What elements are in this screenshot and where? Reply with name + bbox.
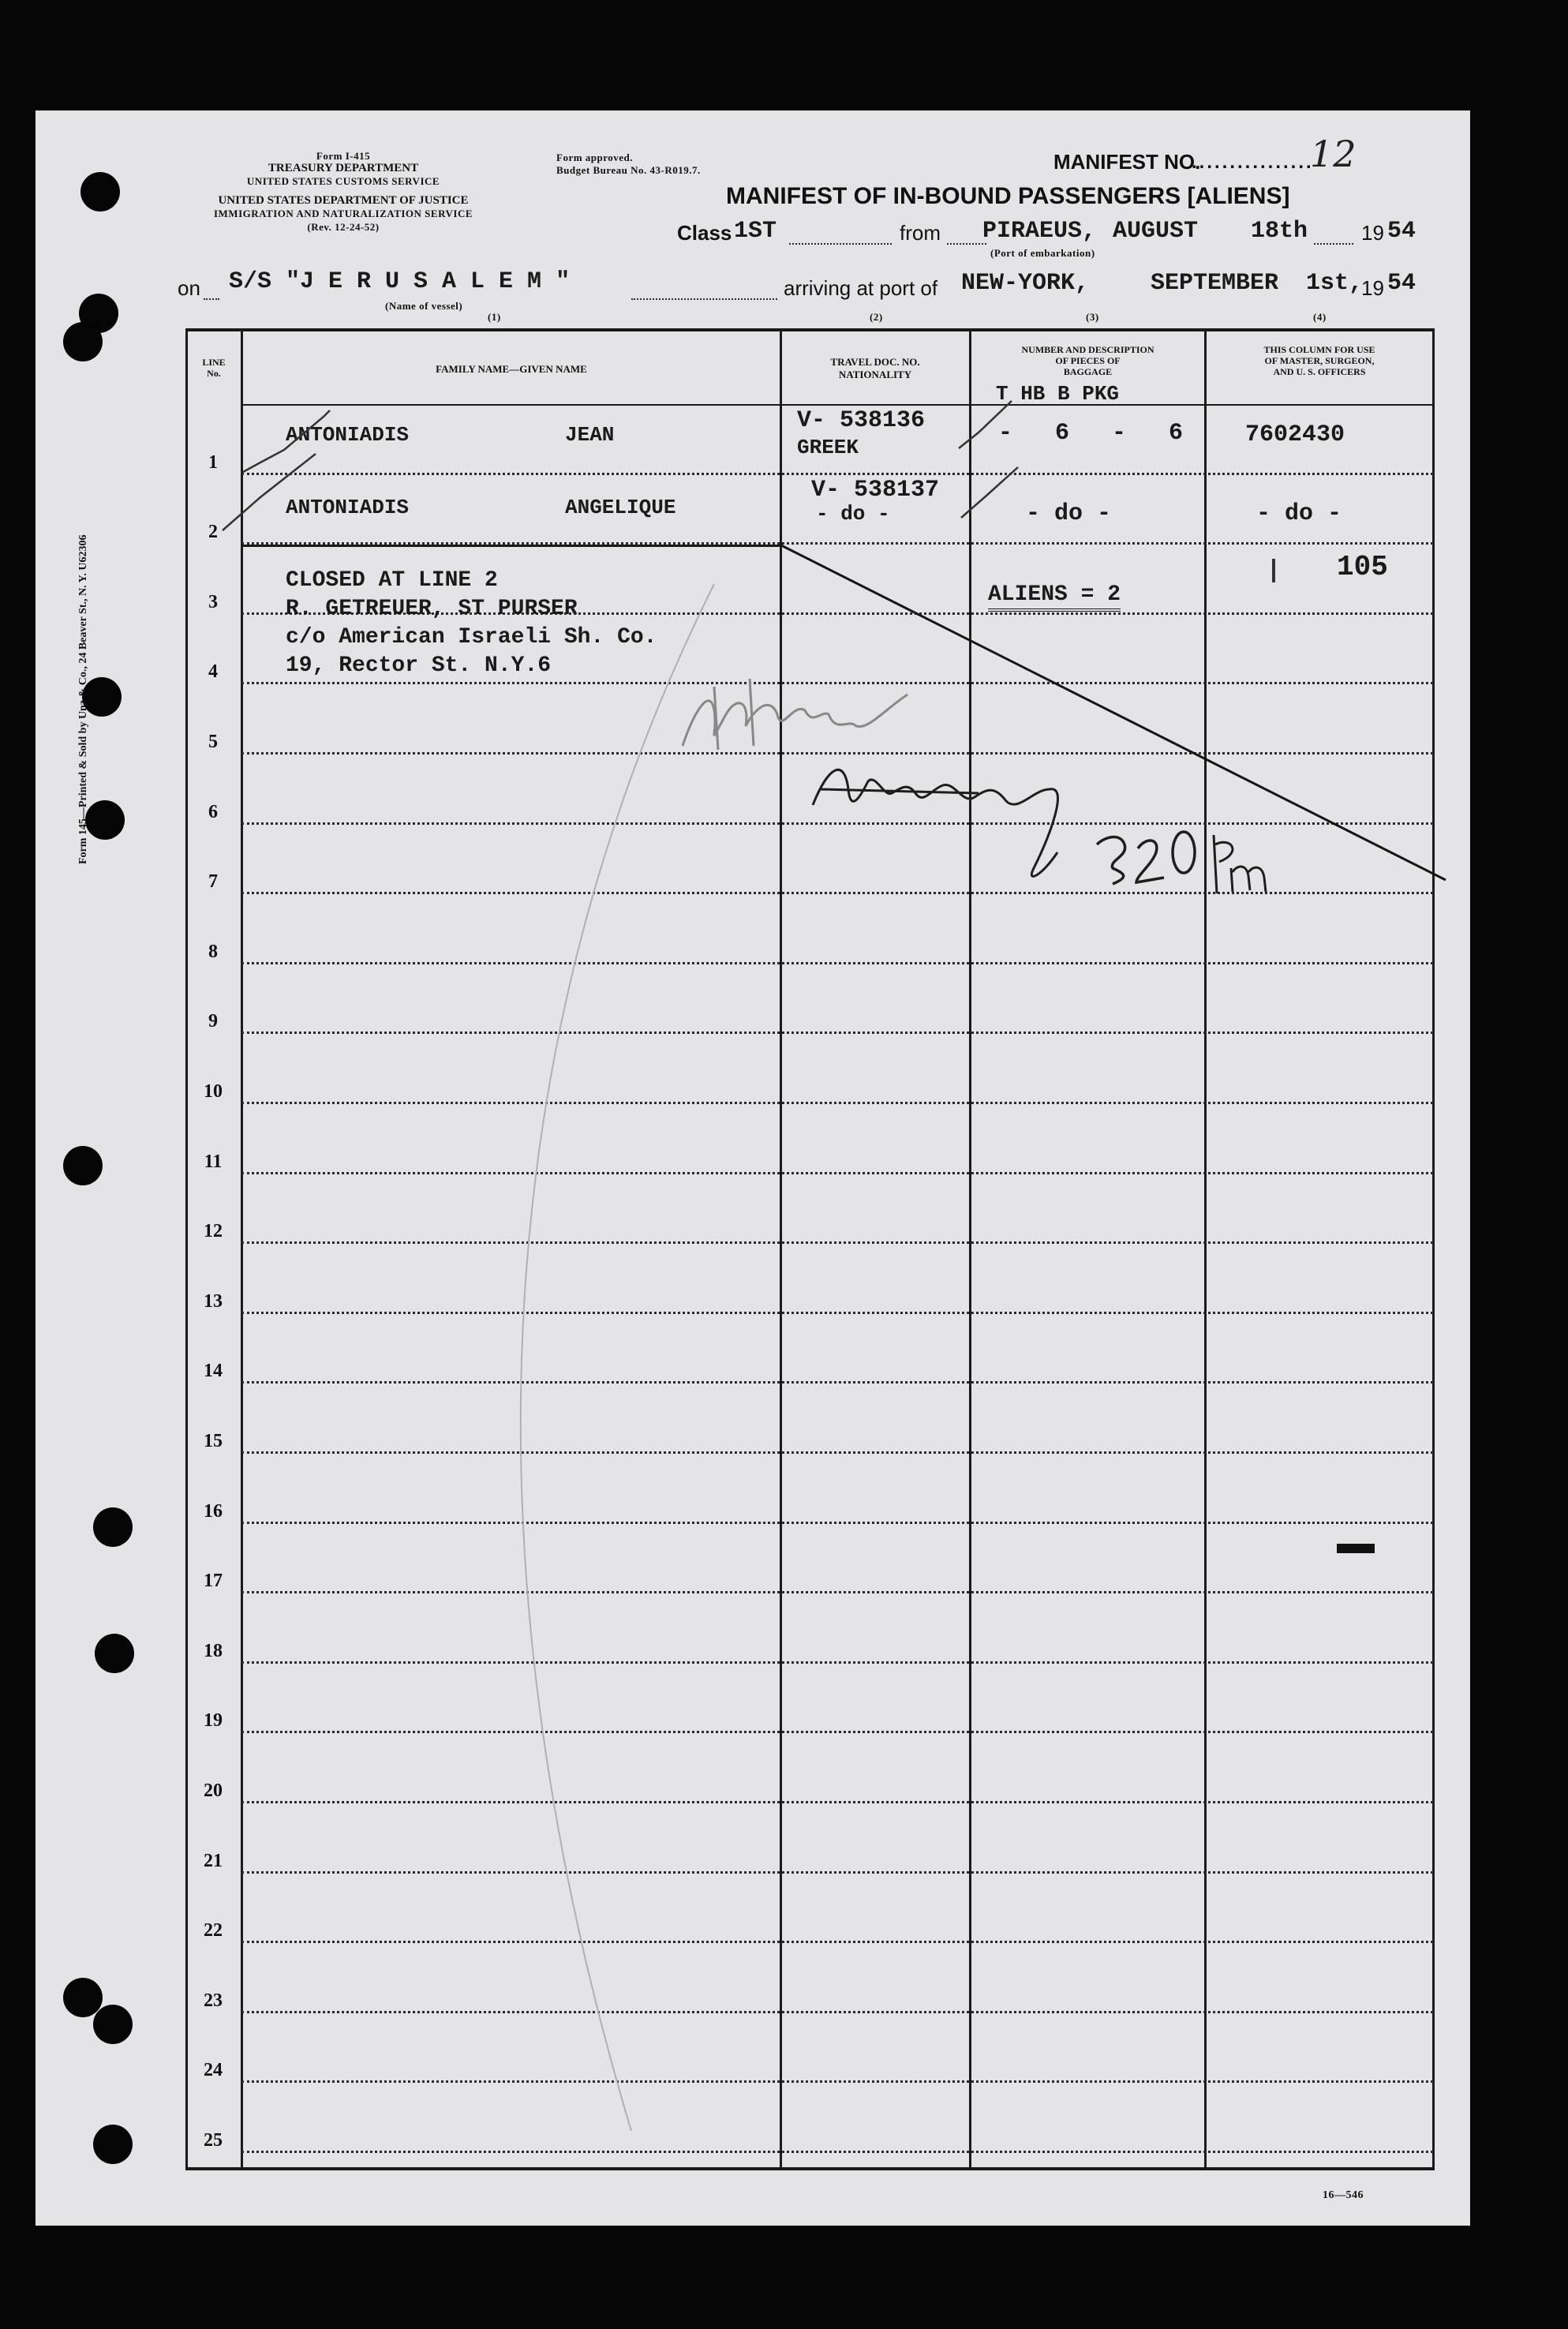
line-number: 15 (204, 1431, 223, 1451)
line-number: 6 (208, 801, 218, 822)
passenger-2-doc: V- 538137 (811, 477, 940, 504)
line-number: 16 (204, 1500, 223, 1522)
company-address: c/o American Israeli Sh. Co. (286, 625, 657, 650)
arrival-day: 1st, (1306, 270, 1364, 297)
col-travel-doc: TRAVEL DOC. NO. (830, 356, 920, 368)
manifest-number-value: 12 (1310, 133, 1357, 175)
arriving-label: arriving at port of (784, 276, 938, 300)
col-baggage-l1: NUMBER AND DESCRIPTION (1021, 344, 1154, 355)
line-number: 18 (204, 1640, 223, 1661)
line-number: 24 (204, 2060, 223, 2081)
col-officers-l3: AND U. S. OFFICERS (1273, 366, 1366, 377)
embark-caption: (Port of embarkation) (990, 247, 1095, 259)
passenger-1-doc: V- 538136 (797, 407, 926, 434)
col-num-1: (1) (488, 311, 501, 323)
ink-signature (813, 769, 1057, 876)
ink-mark (1272, 559, 1275, 582)
handwritten-pm (1214, 835, 1266, 893)
col-num-2: (2) (870, 311, 883, 323)
passenger-1-nationality: GREEK (797, 436, 859, 459)
col-name-header: FAMILY NAME—GIVEN NAME (436, 363, 587, 375)
passenger-2-baggage: - do - (1026, 500, 1112, 527)
arrival-year: 54 (1387, 270, 1416, 297)
embark-port: PIRAEUS, (982, 218, 1097, 245)
line-number: 7 (208, 871, 218, 893)
stamp-number: 105 (1337, 551, 1388, 583)
checkmark-1-icon (243, 410, 330, 472)
line-number: 17 (204, 1571, 223, 1592)
col-baggage-sub: T HB B PKG (996, 382, 1120, 406)
col-line-label: LINE (202, 357, 226, 368)
pencil-arc (521, 584, 714, 2131)
arrival-port: NEW-YORK, (961, 270, 1090, 297)
aliens-count: ALIENS = 2 (988, 582, 1121, 612)
footer-code: 16—546 (1323, 2189, 1364, 2201)
line-number: 23 (204, 1990, 223, 2011)
line-number: 1 (208, 451, 218, 473)
vessel-caption: (Name of vessel) (385, 300, 463, 312)
line-number: 8 (208, 941, 218, 962)
form-approved: Form approved. (556, 152, 634, 163)
line-number: 25 (204, 2130, 223, 2151)
line-number: 5 (208, 732, 218, 752)
passenger-1-baggage: - 6 - 6 (998, 420, 1184, 447)
closing-diagonal-line (780, 545, 1446, 880)
class-label: Class (677, 221, 732, 245)
line-number: 2 (208, 522, 218, 543)
handwritten-digit-2 (1136, 841, 1164, 882)
line-number: 20 (204, 1780, 223, 1801)
class-value: 1ST (734, 218, 777, 245)
passenger-1-family: ANTONIADIS (286, 423, 410, 447)
line-number: 21 (204, 1850, 223, 1871)
manifest-number-label: MANIFEST NO. (1053, 150, 1201, 174)
col-baggage-l3: BAGGAGE (1063, 366, 1113, 377)
street-address: 19, Rector St. N.Y.6 (286, 653, 552, 678)
col-num-3: (3) (1086, 311, 1099, 323)
embark-day: 18th (1251, 218, 1308, 245)
passenger-2-family: ANTONIADIS (286, 496, 410, 519)
col-no-label: No. (207, 368, 221, 379)
line-number: 10 (204, 1081, 223, 1102)
on-label: on (178, 276, 200, 300)
line-number: 4 (208, 661, 218, 683)
passenger-2-officer: - do - (1256, 500, 1342, 527)
arrival-year-prefix: 19 (1361, 276, 1384, 300)
purser-name: R. GETREUER, ST PURSER (286, 597, 578, 621)
passenger-2-nationality: - do - (816, 502, 890, 526)
customs-service: UNITED STATES CUSTOMS SERVICE (246, 175, 440, 187)
col-baggage-l2: OF PIECES OF (1055, 355, 1121, 366)
line-number: 13 (204, 1290, 223, 1312)
handwritten-time: 320 Pm (1095, 876, 1126, 885)
vessel-name: S/S "J E R U S A L E M " (229, 268, 571, 295)
checkmark-3-icon (959, 401, 1012, 448)
pencil-signature (683, 679, 907, 750)
col-officers-l2: OF MASTER, SURGEON, (1264, 355, 1375, 366)
passenger-2-given: ANGELIQUE (565, 496, 676, 519)
checkmark-4-icon (961, 467, 1018, 518)
budget-bureau: Budget Bureau No. 43-R019.7. (556, 164, 701, 176)
immigration-service: IMMIGRATION AND NATURALIZATION SERVICE (213, 208, 473, 219)
line-number: 14 (204, 1361, 223, 1382)
manifest-number-dots: ................ (1192, 152, 1314, 173)
handwritten-digit-0 (1173, 832, 1195, 873)
embark-year: 54 (1387, 218, 1416, 245)
department-of-justice: UNITED STATES DEPARTMENT OF JUSTICE (218, 194, 469, 207)
embark-month: AUGUST (1113, 218, 1199, 245)
from-label: from (900, 221, 941, 245)
col-officers-l1: THIS COLUMN FOR USE (1263, 344, 1375, 355)
form-number: Form I-415 (316, 150, 371, 162)
embark-year-prefix: 19 (1361, 221, 1384, 245)
line-number: 12 (204, 1221, 223, 1242)
manifest-title: MANIFEST OF IN-BOUND PASSENGERS [ALIENS] (726, 183, 1290, 209)
ink-mark (1337, 1544, 1375, 1553)
line-number: 3 (208, 591, 218, 612)
arrival-month: SEPTEMBER (1151, 270, 1279, 297)
treasury-department: TREASURY DEPARTMENT (268, 162, 419, 174)
closed-at-line: CLOSED AT LINE 2 (286, 568, 498, 593)
revision-date: (Rev. 12-24-52) (307, 221, 380, 233)
line-number: 9 (208, 1011, 218, 1032)
side-printer-text: Form 145—Printed & Sold by Unz & Co., 24 Beaver St., N. Y. U62306 (77, 534, 89, 864)
passenger-1-given: JEAN (565, 423, 615, 447)
checkmark-2-icon (223, 454, 316, 530)
line-number: 11 (204, 1151, 223, 1172)
col-nationality: NATIONALITY (838, 369, 912, 380)
passenger-1-officer: 7602430 (1245, 421, 1345, 448)
line-number: 19 (204, 1710, 223, 1732)
line-number: 22 (204, 1920, 223, 1941)
col-num-4: (4) (1313, 311, 1327, 323)
